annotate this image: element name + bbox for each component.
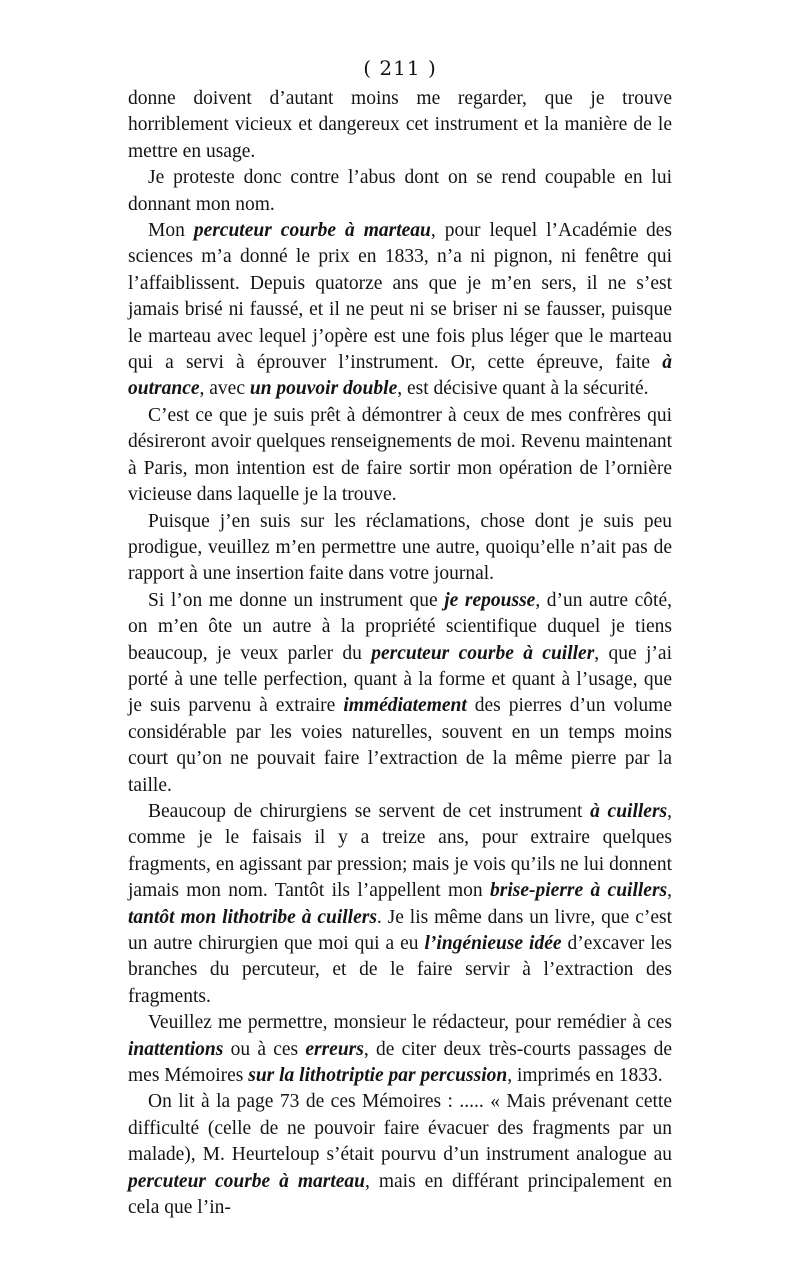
paragraph <box>128 799 672 1010</box>
emphasized-text: erreurs <box>305 1038 364 1060</box>
emphasized-text: immédiatement <box>343 695 467 717</box>
body-text-run: des pierres d’un volume considérable par les voies naturelles, souvent en un temps moins court qu’on ne pouvait faire l’extraction de la même pierre par la taille. <box>128 695 672 796</box>
page-number: ( 211 ) <box>363 56 437 80</box>
body-text-run: , mais en différant principalement en cela que l’in- <box>128 1170 672 1219</box>
paragraph <box>128 165 672 218</box>
body-text-run: , comme je le faisais il y a treize ans, pour extraire quelques fragments, en agissant par pression; mais je vois qu’ils ne lui donnent jamais mon nom. Tantôt ils l’appellent mon <box>128 800 672 902</box>
body-text-run: , imprimés en 1833. <box>507 1065 663 1087</box>
paragraph <box>128 588 672 799</box>
body-text-run: Veuillez me permettre, monsieur le rédacteur, pour remédier à ces <box>148 1012 672 1034</box>
emphasized-text: un pouvoir double <box>249 378 398 400</box>
body-text-run: On lit à la page 73 de ces Mémoires : ..... « Mais prévenant cette difficulté (celle de ne pouvoir faire évacuer des fragments par un malade), M. Heurteloup s’était pourvu d’un instrument analogue au <box>128 1091 672 1166</box>
paragraph <box>128 509 672 588</box>
body-text-run: C’est ce que je suis prêt à démontrer à ceux de mes confrères qui désireront avoir quelques renseignements de moi. Revenu maintenant à Paris, mon intention est de faire sortir mon opération de l’ornière vicieuse dans laquelle je la trouve. <box>128 404 672 506</box>
paragraph <box>128 218 672 403</box>
body-text-run: , que j’ai porté à une telle perfection, quant à la forme et quant à l’usage, que je suis parvenu à extraire <box>128 642 672 717</box>
body-text-run: d’excaver les branches du percuteur, et de le faire servir à l’extraction des fragments. <box>128 933 672 1007</box>
body-text-run: Beaucoup de chirurgiens se servent de cet instrument <box>148 800 591 822</box>
emphasized-text: sur la lithotriptie par percussion <box>248 1065 508 1087</box>
emphasized-text: tantôt mon lithotribe à cuillers <box>128 906 377 928</box>
body-text-run: , de citer deux très-courts passages de mes Mémoires <box>128 1038 672 1087</box>
paragraph <box>128 1089 672 1221</box>
paragraph <box>128 86 672 165</box>
body-text-run: , pour lequel l’Académie des sciences m’a donné le prix en 1833, n’a ni pignon, ni fenêtre qui l’affaiblissent. Depuis quatorze ans que je m’en sers, il ne s’est jamais brisé ni faussé, et il ne peut ni se briser ni se fausser, puisque le marteau avec lequel j’opère est une fois plus léger que le marteau qui a servi à éprouver l’instrument. Or, cette épreuve, faite <box>128 220 672 374</box>
emphasized-text: à outrance <box>128 352 672 400</box>
emphasized-text: percuteur courbe à marteau <box>128 1170 366 1192</box>
body-text-run: , d’un autre côté, on m’en ôte un autre à la propriété scientifique duquel je tiens beaucoup, je veux parler du <box>128 589 672 664</box>
body-text-run: Je proteste donc contre l’abus dont on se rend coupable en lui donnant mon nom. <box>128 167 672 215</box>
body-text-run: ou à ces <box>223 1038 306 1060</box>
emphasized-text: je repousse <box>444 589 536 611</box>
emphasized-text: percuteur courbe à cuiller <box>371 642 595 664</box>
emphasized-text: à cuillers <box>590 800 668 822</box>
emphasized-text: percuteur courbe à marteau <box>193 220 431 242</box>
paragraph <box>128 403 672 509</box>
body-text-run: . Je lis même dans un livre, que c’est un autre chirurgien que moi qui a eu <box>128 906 673 954</box>
body-text-run: Si l’on me donne un instrument que <box>148 589 445 611</box>
paragraph <box>128 1010 672 1089</box>
body-text-run: Mon <box>148 220 194 242</box>
body-text-run: , est décisive quant à la sécurité. <box>397 378 649 400</box>
emphasized-text: inattentions <box>128 1038 224 1060</box>
emphasized-text: brise-pierre à cuillers <box>490 880 668 902</box>
body-text-run: Puisque j’en suis sur les réclamations, chose dont je suis peu prodigue, veuillez m’en permettre une autre, quoiqu’elle n’ait pas de rapport à une insertion faite dans votre journal. <box>128 510 672 585</box>
body-text-run: donne doivent d’autant moins me regarder, que je trouve horriblement vicieux et dangereux cet instrument et la manière de le mettre en usage. <box>128 88 672 162</box>
body-text-run: , avec <box>199 378 250 400</box>
body-text <box>128 86 672 1221</box>
body-text-run: , <box>667 880 672 902</box>
emphasized-text: l’ingénieuse idée <box>424 933 562 954</box>
